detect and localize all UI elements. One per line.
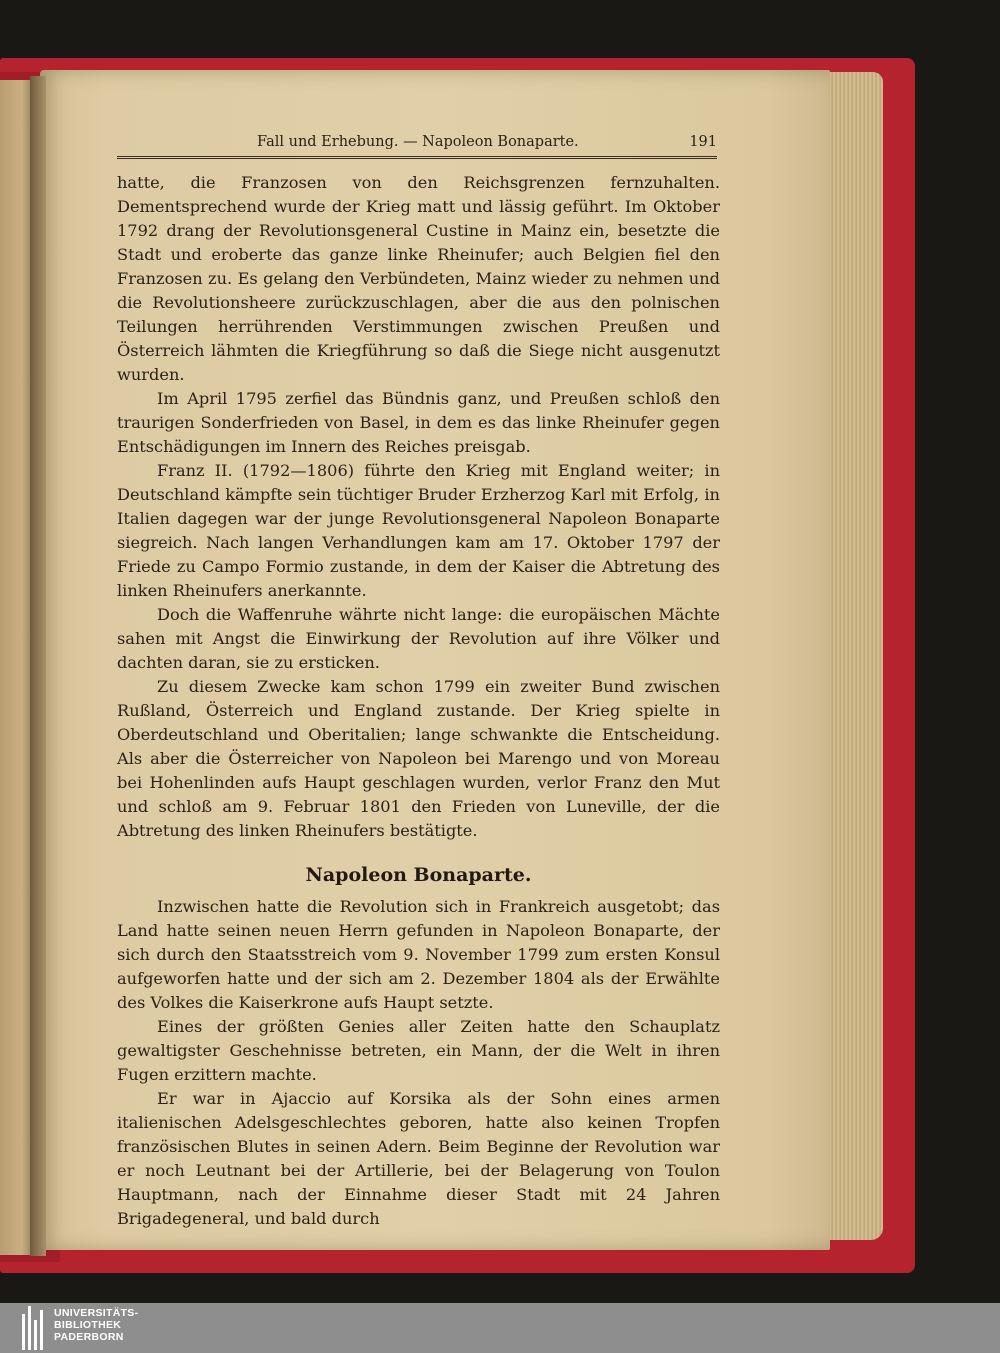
logo-line-3: PADERBORN (54, 1331, 124, 1343)
paragraph-5: Zu diesem Zwecke kam schon 1799 ein zweiter Bund zwischen Rußland, Österreich und England zustande. Der Krieg spielte in Oberdeutschland und Oberitalien; lange schwankte die Entscheidung. Als aber die Österreicher von Napoleon bei Marengo und von Moreau bei Hohenlinden aufs Haupt geschlagen wurden, verlor Franz den Mut und schloß am 9. Februar 1801 den Frieden von Luneville, der die Abtretung des linken Rheinufers bestätigte. (117, 677, 720, 840)
paragraph-8: Er war in Ajaccio auf Korsika als der Sohn eines armen italienischen Adelsgeschlechtes geboren, hatte also keinen Tropfen französischen Blutes in seinen Adern. Beim Beginne der Revolution war er noch Leutnant bei der Artillerie, bei der Belagerung von Toulon Hauptmann, nach der Einnahme dieser Stadt mit 24 Jahren Brigadegeneral, und bald durch (117, 1089, 720, 1228)
section-heading: Napoleon Bonaparte. (305, 864, 532, 886)
paragraph-6: Inzwischen hatte die Revolution sich in Frankreich ausgetobt; das Land hatte seinen neuen Herrn gefunden in Napoleon Bonaparte, der sich durch den Staatsstreich vom 9. November 1799 zum ersten Konsul aufgeworfen hatte und der sich am 2. Dezember 1804 als der Erwählte des Volkes die Kaiserkrone aufs Haupt setzte. (117, 897, 720, 1012)
page-number: 191 (689, 134, 717, 150)
paragraph-1: hatte, die Franzosen von den Reichsgrenzen fernzuhalten. Dementsprechend wurde der Krieg matt und lässig geführt. Im Oktober 1792 drang der Revolutionsgeneral Custine in Mainz ein, besetzte die Stadt und eroberte das ganze linke Rheinufer; auch Belgien fiel den Franzosen zu. Es gelang den Verbündeten, Mainz wieder zu nehmen und die Revolutionsheere zurückzuschlagen, aber die aus den polnischen Teilungen herrührenden Verstimmungen zwischen Preußen und Österreich lähmten die Kriegführung so daß die Siege nicht ausgenutzt wurden. (117, 173, 720, 384)
paragraph-2: Im April 1795 zerfiel das Bündnis ganz, und Preußen schloß den traurigen Sonderfrieden von Basel, in dem es das linke Rheinufer gegen Entschädigungen im Innern des Reiches preisgab. (117, 389, 720, 456)
running-header (117, 132, 717, 154)
paragraph-7: Eines der größten Genies aller Zeiten hatte den Schauplatz gewaltigster Geschehnisse betreten, ein Mann, der die Welt in ihren Fugen erzittern machte. (117, 1017, 720, 1084)
library-logo-text (54, 1307, 138, 1343)
header-title: Fall und Erhebung. — Napoleon Bonaparte. (257, 134, 579, 150)
paragraph-3: Franz II. (1792—1806) führte den Krieg mit England weiter; in Deutschland kämpfte sein tüchtiger Bruder Erzherzog Karl mit Erfolg, in Italien dagegen war der junge Revolutionsgeneral Napoleon Bonaparte siegreich. Nach langen Verhandlungen kam am 17. Oktober 1797 der Friede zu Campo Formio zustande, in dem der Kaiser die Abtretung des linken Rheinufers anerkannte. (117, 461, 720, 600)
library-footer-bar (0, 1303, 1000, 1353)
paragraph-4: Doch die Waffenruhe währte nicht lange: die europäischen Mächte sahen mit Angst die Einwirkung der Revolution auf ihre Völker und dachten daran, sie zu ersticken. (117, 605, 720, 672)
page-body (117, 171, 720, 1231)
header-rule (117, 156, 717, 159)
page-block-edge (825, 72, 883, 1240)
logo-line-2: BIBLIOTHEK (54, 1319, 122, 1331)
logo-line-1: UNIVERSITÄTS- (54, 1307, 139, 1319)
book-gutter (30, 76, 46, 1256)
library-logo-icon (22, 1306, 48, 1350)
